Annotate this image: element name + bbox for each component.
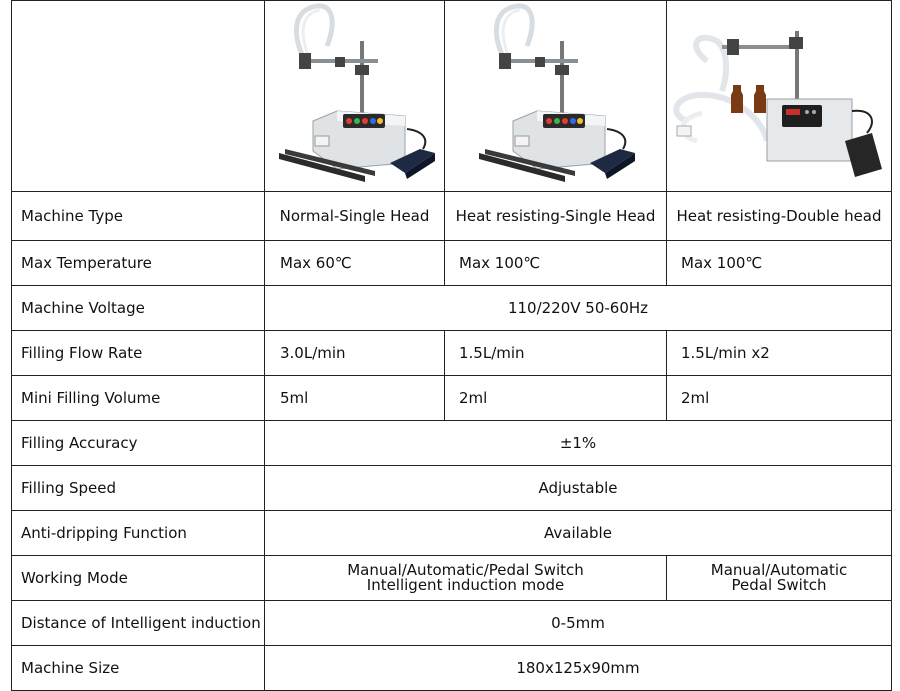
value-cell: Max 100℃ — [667, 241, 892, 286]
mode-line: Intelligent induction mode — [366, 576, 565, 594]
value-cell: Heat resisting-Double head — [667, 192, 892, 241]
spec-table — [11, 0, 892, 691]
row-anti-dripping — [12, 511, 892, 556]
value-cell: 2ml — [667, 376, 892, 421]
image-row — [12, 1, 892, 192]
row-label: Filling Flow Rate — [12, 331, 265, 376]
row-working-mode — [12, 556, 892, 601]
product-image-cell — [265, 1, 445, 192]
value-cell: 2ml — [445, 376, 667, 421]
row-label: Mini Filling Volume — [12, 376, 265, 421]
row-label: Working Mode — [12, 556, 265, 601]
value-cell: Max 100℃ — [445, 241, 667, 286]
row-label: Machine Voltage — [12, 286, 265, 331]
product-image-cell — [445, 1, 667, 192]
row-label: Filling Speed — [12, 466, 265, 511]
value-cell — [667, 556, 892, 601]
heat-resisting-double-head-image — [667, 1, 892, 191]
row-mini-filling-volume — [12, 376, 892, 421]
empty-corner-cell — [12, 1, 265, 192]
row-induction-distance — [12, 601, 892, 646]
row-label: Anti-dripping Function — [12, 511, 265, 556]
value-cell: ±1% — [265, 421, 892, 466]
mode-line: Pedal Switch — [731, 576, 827, 594]
row-filling-accuracy — [12, 421, 892, 466]
row-machine-type — [12, 192, 892, 241]
value-cell: Max 60℃ — [265, 241, 445, 286]
value-cell: Heat resisting-Single Head — [445, 192, 667, 241]
product-image-cell — [667, 1, 892, 192]
value-cell: 180x125x90mm — [265, 646, 892, 691]
value-cell: 1.5L/min — [445, 331, 667, 376]
value-cell: 3.0L/min — [265, 331, 445, 376]
value-cell: Available — [265, 511, 892, 556]
value-cell: 5ml — [265, 376, 445, 421]
row-filling-speed — [12, 466, 892, 511]
row-label: Filling Accuracy — [12, 421, 265, 466]
value-cell: Adjustable — [265, 466, 892, 511]
value-cell: 110/220V 50-60Hz — [265, 286, 892, 331]
row-label: Distance of Intelligent induction — [12, 601, 265, 646]
row-max-temperature — [12, 241, 892, 286]
heat-resisting-single-head-image — [445, 1, 667, 191]
mode-line: Manual/Automatic/Pedal Switch — [347, 561, 584, 579]
row-machine-voltage — [12, 286, 892, 331]
value-cell: Normal-Single Head — [265, 192, 445, 241]
row-label: Max Temperature — [12, 241, 265, 286]
value-cell: 1.5L/min x2 — [667, 331, 892, 376]
single-head-machine-image — [265, 1, 445, 191]
row-filling-flow-rate — [12, 331, 892, 376]
mode-line: Manual/Automatic — [710, 561, 848, 579]
row-label: Machine Type — [12, 192, 265, 241]
value-cell — [265, 556, 667, 601]
row-machine-size — [12, 646, 892, 691]
value-cell: 0-5mm — [265, 601, 892, 646]
row-label: Machine Size — [12, 646, 265, 691]
